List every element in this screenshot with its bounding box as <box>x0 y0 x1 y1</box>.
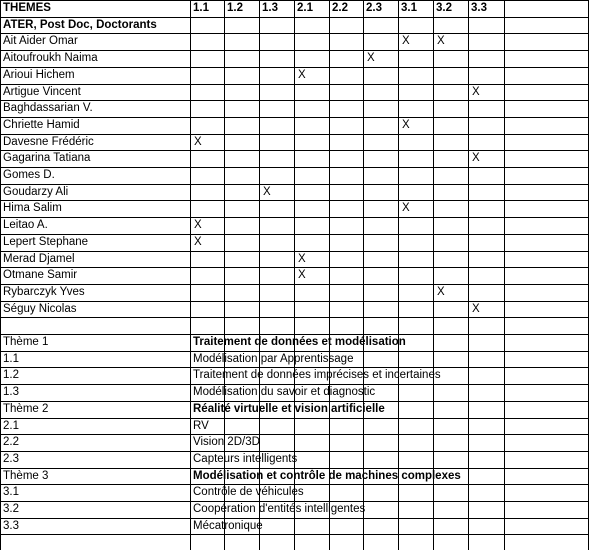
theme-mark: X <box>367 52 375 64</box>
theme-mark: X <box>402 35 410 47</box>
theme-title: Réalité virtuelle et vision artificielle <box>193 403 385 415</box>
theme-mark: X <box>437 286 445 298</box>
person-name: Gomes D. <box>3 169 55 181</box>
theme-mark: X <box>298 69 306 81</box>
theme-mark: X <box>194 236 202 248</box>
person-name: Arioui Hichem <box>3 69 75 81</box>
theme-title: Traitement de données et modélisation <box>193 336 406 348</box>
sub-theme-title: Traitement de données imprécises et incertaines <box>193 369 441 381</box>
person-name: Lepert Stephane <box>3 236 89 248</box>
theme-title: Modélisation et contrôle de machines complexes <box>193 470 461 482</box>
person-name: Rybarczyk Yves <box>3 286 85 298</box>
header-col-2-3: 2.3 <box>366 2 382 14</box>
header-col-3-1: 3.1 <box>401 2 417 14</box>
header-col-2-1: 2.1 <box>297 2 313 14</box>
header-themes: THEMES <box>3 2 51 14</box>
person-name: Leitao A. <box>3 219 48 231</box>
person-name: Goudarzy Ali <box>3 186 69 198</box>
theme-mark: X <box>472 152 480 164</box>
sub-theme-title: Mécatronique <box>193 520 263 532</box>
person-name: Otmane Samir <box>3 269 78 281</box>
person-name: Artigue Vincent <box>3 86 81 98</box>
person-name: Séguy Nicolas <box>3 303 77 315</box>
legend-code: 3.2 <box>3 503 19 515</box>
legend-code: 1.3 <box>3 386 19 398</box>
legend-code: Thème 1 <box>3 336 49 348</box>
theme-mark: X <box>472 86 480 98</box>
header-col-3-2: 3.2 <box>436 2 452 14</box>
legend-code: Thème 2 <box>3 403 49 415</box>
header-col-1-3: 1.3 <box>262 2 278 14</box>
theme-mark: X <box>298 253 306 265</box>
person-name: Merad Djamel <box>3 253 75 265</box>
sub-theme-title: Modélisation par Apprentissage <box>193 353 354 365</box>
legend-code: Thème 3 <box>3 470 49 482</box>
sub-theme-title: Modélisation du savoir et diagnostic <box>193 386 376 398</box>
person-name: Baghdassarian V. <box>3 102 93 114</box>
person-name: Hima Salim <box>3 202 62 214</box>
theme-mark: X <box>402 119 410 131</box>
legend-code: 2.1 <box>3 420 19 432</box>
legend-code: 2.2 <box>3 436 19 448</box>
person-name: Davesne Frédéric <box>3 136 94 148</box>
sub-theme-title: Coopération d'entités intelligentes <box>193 503 366 515</box>
person-name: Gagarina Tatiana <box>3 152 91 164</box>
section-title: ATER, Post Doc, Doctorants <box>3 18 157 31</box>
legend-code: 3.1 <box>3 486 19 498</box>
theme-mark: X <box>194 136 202 148</box>
theme-mark: X <box>437 35 445 47</box>
legend-code: 3.3 <box>3 520 19 532</box>
legend-code: 2.3 <box>3 453 19 465</box>
sub-theme-title: Contrôle de véhicules <box>193 486 304 498</box>
person-name: Chriette Hamid <box>3 119 80 131</box>
theme-mark: X <box>298 269 306 281</box>
theme-mark: X <box>402 202 410 214</box>
header-col-3-3: 3.3 <box>471 2 487 14</box>
theme-mark: X <box>194 219 202 231</box>
header-col-1-1: 1.1 <box>193 2 209 14</box>
header-col-1-2: 1.2 <box>227 2 243 14</box>
sub-theme-title: RV <box>193 420 209 432</box>
theme-mark: X <box>263 186 271 198</box>
sub-theme-title: Vision 2D/3D <box>193 436 260 448</box>
person-name: Aitoufroukh Naima <box>3 52 98 64</box>
theme-mark: X <box>472 303 480 315</box>
legend-code: 1.1 <box>3 353 19 365</box>
legend-code: 1.2 <box>3 369 19 381</box>
sub-theme-title: Capteurs intelligents <box>193 453 298 465</box>
header-col-2-2: 2.2 <box>332 2 348 14</box>
person-name: Ait Aider Omar <box>3 35 78 47</box>
